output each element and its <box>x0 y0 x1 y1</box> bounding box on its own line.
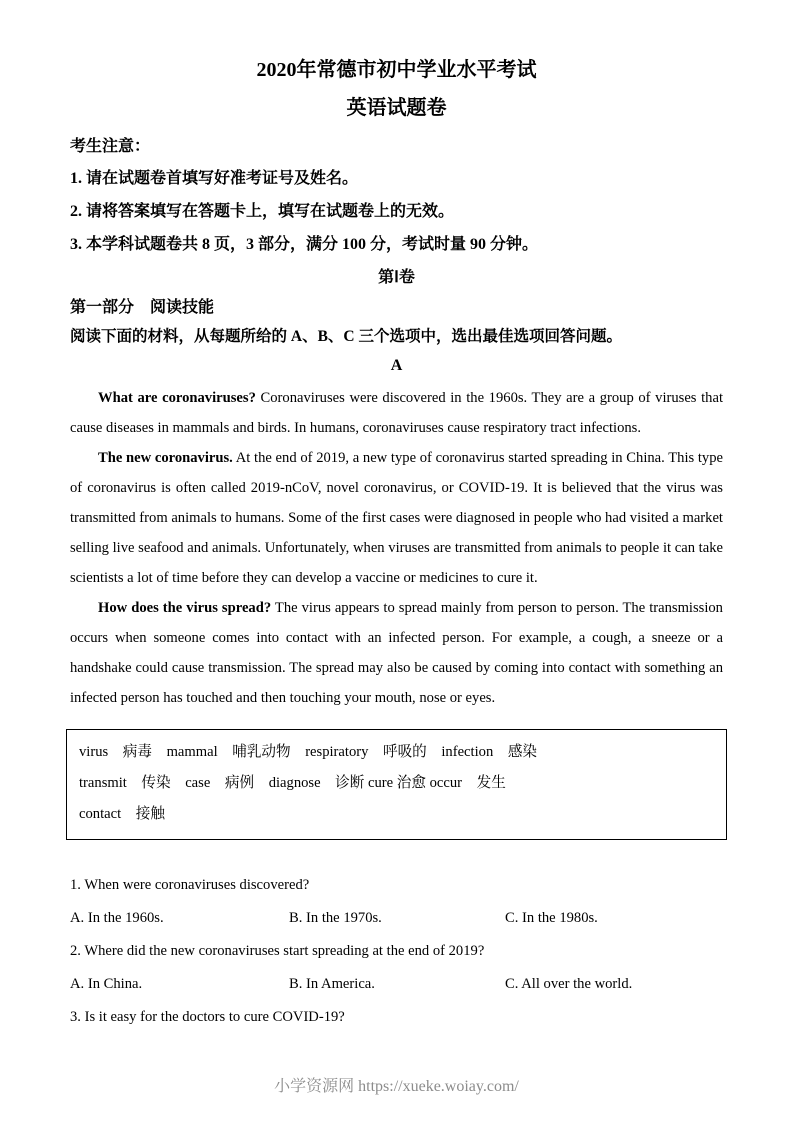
page-title: 2020年常德市初中学业水平考试 <box>256 59 537 81</box>
question-2-options <box>70 973 723 995</box>
vocab-line-1: virus 病毒 mammal 哺乳动物 respiratory 呼吸的 infection 感染 <box>79 744 538 760</box>
question-1-option-c: C. In the 1980s. <box>505 910 598 926</box>
question-3-text: 3. Is it easy for the doctors to cure COVID-19? <box>70 1009 345 1025</box>
volume-title: 第Ⅰ卷 <box>378 269 415 286</box>
question-1-option-a: A. In the 1960s. <box>70 910 164 926</box>
notice-item-2: 2. 请将答案填写在答题卡上，填写在试题卷上的无效。 <box>70 203 455 220</box>
page-footer <box>0 1073 793 1096</box>
passage-paragraph-3 <box>70 593 723 713</box>
footer-watermark: 小学资源网 https://xueke.woiay.com/ <box>274 1078 519 1095</box>
question-2-option-c: C. All over the world. <box>505 976 633 992</box>
paragraph-lead-1: What are coronaviruses? <box>98 390 256 406</box>
passage-label: A <box>390 357 403 374</box>
paragraph-text-1: Coronaviruses were discovered in the 1960s. They are a group of viruses that cause diseases in mammals and birds. In humans, coronaviruses cause respiratory tract infections. <box>70 390 723 436</box>
notice-item-1: 1. 请在试题卷首填写好准考证号及姓名。 <box>70 170 359 187</box>
questions-section <box>70 874 723 1028</box>
part-instruction: 阅读下面的材料，从每题所给的 A、B、C 三个选项中，选出最佳选项回答问题。 <box>70 328 622 345</box>
paragraph-text-2: At the end of 2019, a new type of coronavirus started spreading in China. This type of coronavirus is often called 2019-nCoV, novel coronavirus, or COVID-19. It is believed that the virus was transmitted from animals to humans. Some of the first cases were diagnosed in people who had visited a market selling live seafood and animals. Unfortunately, when viruses are transmitted from animals to people it can take scientists a lot of time before they can develop a vaccine or medicines to cure it. <box>70 450 724 586</box>
question-2-option-b: B. In America. <box>289 976 375 992</box>
question-2-option-a: A. In China. <box>70 976 143 992</box>
vocab-line-2: transmit 传染 case 病例 diagnose 诊断 cure 治愈 occur 发生 <box>79 775 506 791</box>
passage-paragraph-1 <box>70 383 723 443</box>
passage-paragraph-2 <box>70 443 723 593</box>
page-subtitle: 英语试题卷 <box>346 97 447 119</box>
vocab-line-3: contact 接触 <box>79 806 165 822</box>
part-heading: 第一部分 阅读技能 <box>70 299 215 316</box>
question-1-text: 1. When were coronaviruses discovered? <box>70 877 310 893</box>
paragraph-text-3: The virus appears to spread mainly from person to person. The transmission occurs when someone comes into contact with an infected person. For example, a cough, a sneeze or a handshake could cause transmission. The spread may also be caused by coming into contact with something an infected person has touched and then touching your mouth, nose or eyes. <box>70 600 723 706</box>
question-1-option-b: B. In the 1970s. <box>289 910 382 926</box>
notice-heading: 考生注意： <box>70 138 151 155</box>
vocabulary-box <box>66 729 727 840</box>
notice-item-3: 3. 本学科试题卷共 8 页，3 部分，满分 100 分，考试时量 90 分钟。 <box>70 236 539 253</box>
paragraph-lead-2: The new coronavirus. <box>98 450 233 466</box>
question-2-text: 2. Where did the new coronaviruses start spreading at the end of 2019? <box>70 943 485 959</box>
paragraph-lead-3: How does the virus spread? <box>98 600 272 616</box>
question-1-options <box>70 907 723 929</box>
